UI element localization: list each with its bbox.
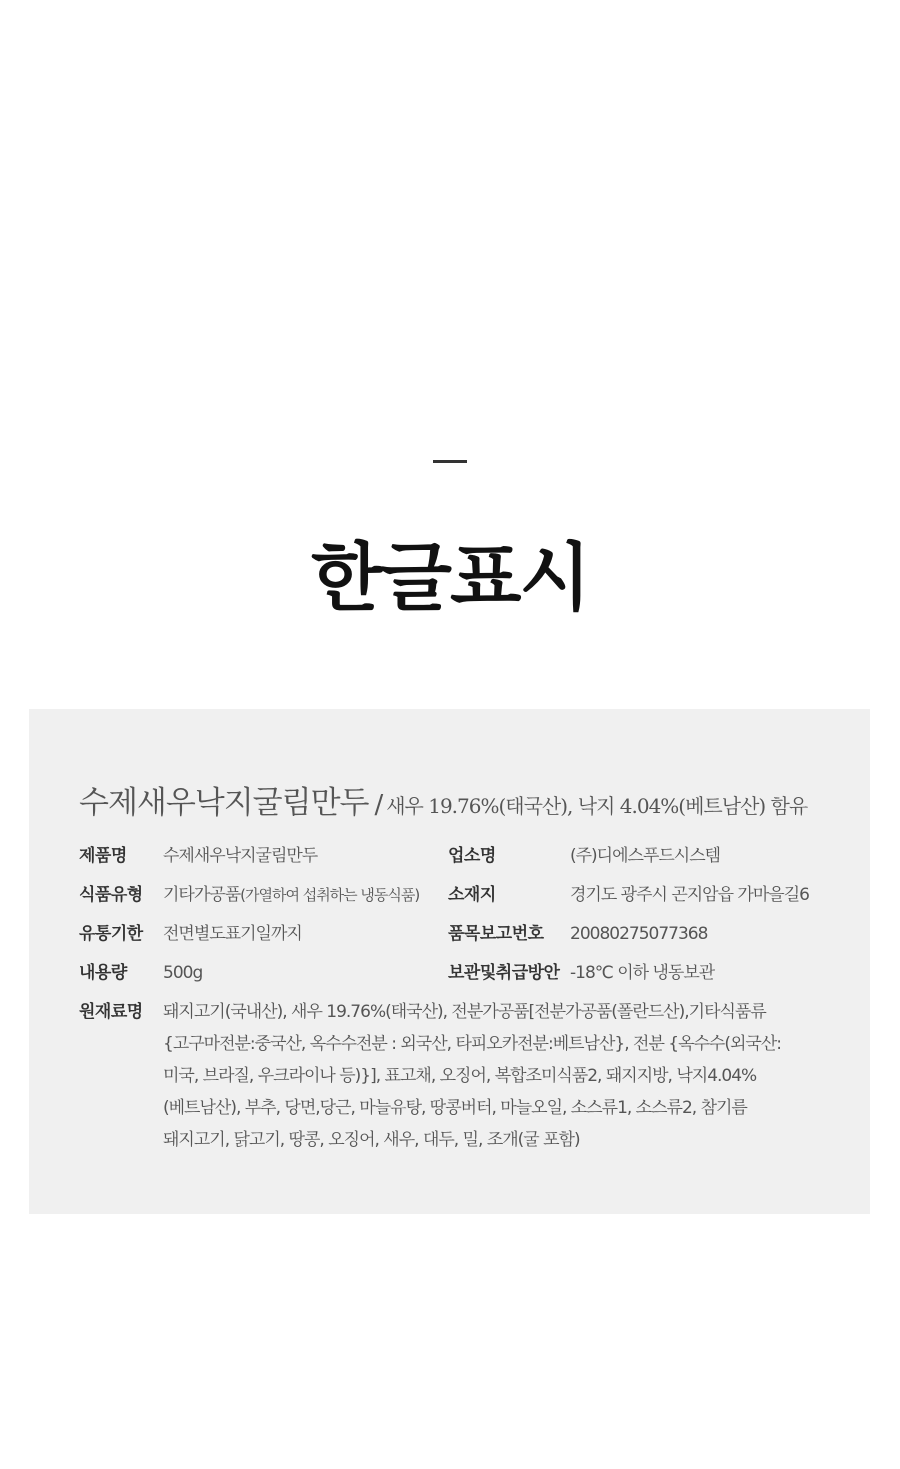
ingredients-line: 미국, 브라질, 우크라이나 등)}], 표고채, 오징어, 복합조미식품2, 돼지지방, 낙지4.04% (163, 1066, 757, 1086)
info-value: (주)디에스푸드시스템 (570, 846, 721, 866)
info-row (29, 880, 870, 910)
section-title: 한글표시 (311, 535, 589, 621)
info-value: 경기도 광주시 곤지암읍 가마을길6 (570, 885, 809, 905)
info-value: -18℃ 이하 냉동보관 (570, 963, 715, 983)
info-row (29, 958, 870, 988)
info-label: 품목보고번호 (448, 924, 544, 944)
info-row (29, 919, 870, 949)
product-headline (79, 777, 807, 822)
title-divider (433, 460, 467, 463)
headline-product-name: 수제새우낙지굴림만두 (79, 785, 369, 821)
info-row (29, 841, 870, 871)
info-value-main: 기타가공품 (163, 885, 241, 905)
ingredients-line: 돼지고기(국내산), 새우 19.76%(태국산), 전분가공품[전분가공품(폴란드산),기타식품류 (163, 1002, 766, 1022)
info-value (163, 880, 419, 910)
info-label: 식품유형 (79, 885, 143, 905)
ingredients-label: 원재료명 (79, 1002, 143, 1022)
label-info-panel (29, 709, 870, 1214)
ingredients-line: 돼지고기, 닭고기, 땅콩, 오징어, 새우, 대두, 밀, 조개(굴 포함) (163, 1130, 580, 1150)
ingredients-line: (베트남산), 부추, 당면,당근, 마늘유탕, 땅콩버터, 마늘오일, 소스류1, 소스류2, 참기름 (163, 1098, 747, 1118)
info-value: 500g (163, 963, 203, 983)
info-label: 내용량 (79, 963, 127, 983)
info-label: 업소명 (448, 846, 496, 866)
headline-content-note: 새우 19.76%(태국산), 낙지 4.04%(베트남산) 함유 (386, 794, 808, 818)
info-label: 유통기한 (79, 924, 143, 944)
info-label: 소재지 (448, 885, 496, 905)
info-value: 수제새우낙지굴림만두 (163, 846, 318, 866)
headline-separator: / (374, 790, 383, 820)
info-value: 전면별도표기일까지 (163, 924, 302, 944)
info-label: 보관및취급방안 (448, 963, 560, 983)
info-label: 제품명 (79, 846, 127, 866)
ingredients-line: {고구마전분:중국산, 옥수수전분 : 외국산, 타피오카전분:베트남산}, 전분 {옥수수(외국산: (163, 1034, 781, 1054)
ingredients-text (163, 996, 783, 1156)
info-value-note: (가열하여 섭취하는 냉동식품) (240, 886, 420, 904)
info-value: 20080275077368 (570, 924, 708, 944)
